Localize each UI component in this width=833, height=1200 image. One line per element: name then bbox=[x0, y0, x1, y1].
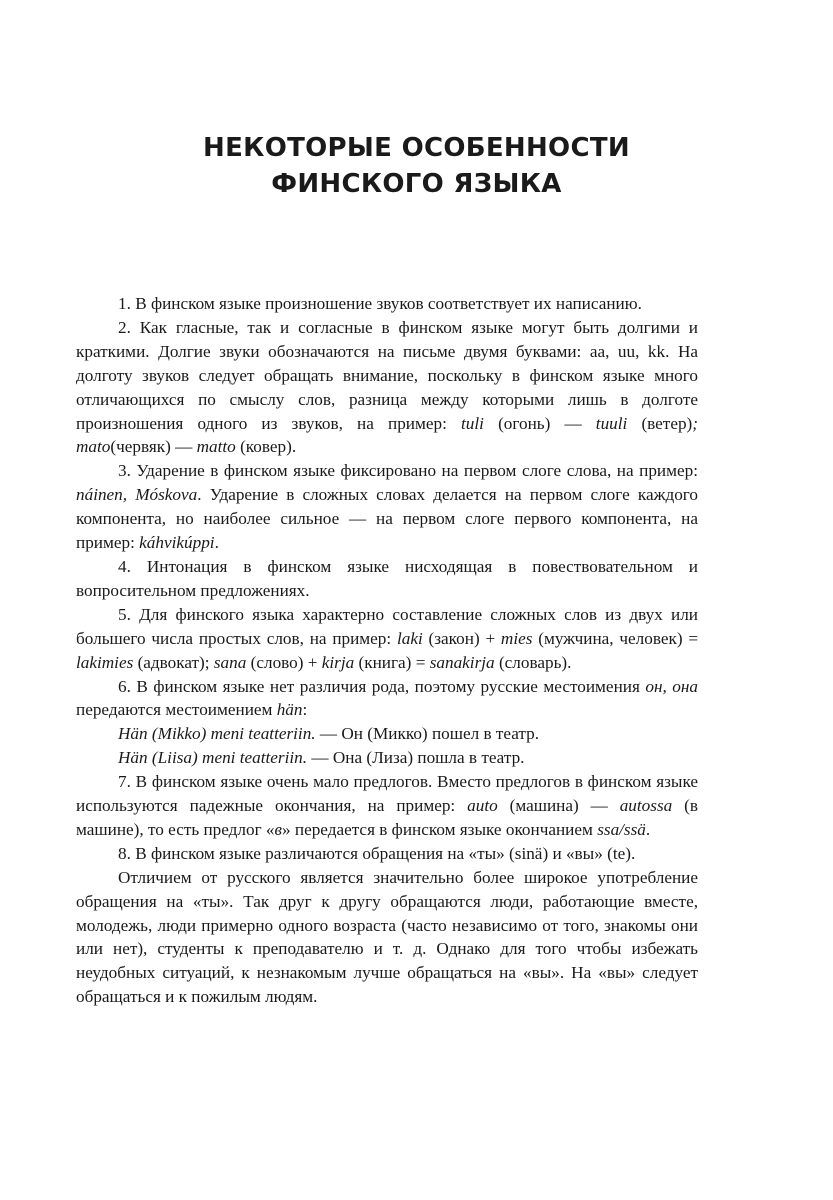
paragraph-5-text: (закон) + bbox=[422, 628, 501, 648]
finnish-word: laki bbox=[396, 628, 423, 648]
finnish-ending: ssa/ssä bbox=[597, 819, 646, 839]
finnish-word: lakimies bbox=[76, 652, 134, 672]
paragraph-6-text: : bbox=[302, 700, 308, 720]
paragraph-2-text: (ветер) bbox=[627, 413, 693, 433]
paragraph-7-text: 7. В финском языке очень мало предлогов. Вместо предлогов в финском языке используются падежные окончания, на пример: bbox=[76, 772, 698, 816]
paragraph-6-text: передаются местоимением bbox=[76, 700, 277, 720]
paragraph-7-text: (машина) — bbox=[497, 796, 620, 816]
finnish-word: sana bbox=[213, 652, 247, 672]
paragraph-5-text: (слово) + bbox=[246, 652, 322, 672]
paragraph-5-text: (книга) = bbox=[354, 652, 430, 672]
page-title bbox=[0, 130, 833, 202]
paragraph-9-text: Отличием от русского является значительно более широкое употребление обращения на «ты». Так друг к другу обращаются люди, работающие вместе, молодежь, люди примерно одного возраста (часто независимо от того, знакомы они или нет), студенты к преподавателю и т. д. Однако для того чтобы избежать неудобных ситуаций, к незнакомым лучше обращаться на «вы». На «вы» следует обращаться и к пожилым людям. bbox=[76, 867, 698, 1007]
finnish-word: kirja bbox=[321, 652, 355, 672]
title-line-2: ФИНСКОГО ЯЗЫКА bbox=[271, 169, 562, 200]
paragraph-3 bbox=[76, 459, 698, 555]
finnish-word: tuli bbox=[461, 413, 484, 433]
paragraph-7-text: . bbox=[645, 819, 651, 839]
paragraph-5-text: (адвокат); bbox=[133, 652, 214, 672]
paragraph-2-text: 2. Как гласные, так и согласные в финском языке могут быть долгими и краткими. Долгие звуки обозначаются на письме двумя буквами: aa, uu, kk. На долготу звуков следует обращать внимание, поскольку в финском языке много отличающихся по смыслу слов, разница между которыми лишь в долготе произношения одного из звуков, на пример: bbox=[76, 317, 698, 433]
paragraph-7 bbox=[76, 770, 698, 842]
finnish-word: ; mato bbox=[76, 413, 698, 457]
preposition-example: в bbox=[274, 819, 282, 839]
paragraph-1-text: 1. В финском языке произношение звуков соответствует их написанию. bbox=[118, 294, 642, 313]
russian-translation: — Он (Микко) пошел в театр. bbox=[315, 724, 540, 744]
paragraph-1 bbox=[76, 292, 698, 316]
russian-translation: — Она (Лиза) пошла в театр. bbox=[307, 748, 525, 768]
paragraph-4 bbox=[76, 555, 698, 603]
body-text bbox=[76, 292, 698, 1009]
paragraph-3-text: . Ударение в сложных словах делается на первом слоге каждого компонента, но наиболее сильное — на первом слоге первого компонента, на пример: bbox=[76, 485, 698, 553]
finnish-word: sanakirja bbox=[429, 652, 495, 672]
paragraph-2-text: (огонь) — bbox=[483, 413, 596, 433]
example-sentence-1 bbox=[76, 722, 698, 746]
finnish-word: auto bbox=[467, 796, 498, 816]
paragraph-3-text: 3. Ударение в финском языке фиксировано на первом слоге слова, на пример: bbox=[118, 461, 698, 481]
finnish-word: tuuli bbox=[595, 413, 628, 433]
finnish-sentence: Hän (Mikko) meni teatteriin. bbox=[118, 724, 316, 744]
paragraph-2-text: (ковер). bbox=[235, 437, 297, 457]
paragraph-5-text: (мужчина, человек) = bbox=[532, 628, 699, 648]
paragraph-6-text: 6. В финском языке нет различия рода, поэтому русские местоимения bbox=[118, 676, 646, 696]
paragraph-5-text: 5. Для финского языка характерно составление сложных слов из двух или большего числа простых слов, на пример: bbox=[76, 604, 698, 648]
paragraph-7-text: (в машине), то есть предлог « bbox=[76, 796, 698, 839]
paragraph-6 bbox=[76, 675, 698, 723]
finnish-word: káhvikúppi bbox=[139, 533, 215, 553]
finnish-word: mies bbox=[500, 628, 533, 648]
finnish-word: hän bbox=[276, 700, 303, 720]
title-line-1: НЕКОТОРЫЕ ОСОБЕННОСТИ bbox=[203, 133, 630, 164]
paragraph-8-text: 8. В финском языке различаются обращения на «ты» (sinä) и «вы» (te). bbox=[118, 843, 636, 863]
finnish-sentence: Hän (Liisa) meni teatteriin. bbox=[118, 748, 308, 768]
paragraph-7-text: » передается в финском языке окончанием bbox=[282, 819, 598, 839]
paragraph-5-text: (словарь). bbox=[494, 652, 572, 672]
paragraph-9 bbox=[76, 866, 698, 1009]
finnish-word: autossa bbox=[619, 796, 673, 816]
pronoun-example: он, она bbox=[645, 676, 699, 696]
finnish-word: matto bbox=[196, 437, 236, 457]
paragraph-2 bbox=[76, 316, 698, 459]
paragraph-2-text: (червяк) — bbox=[110, 437, 197, 457]
finnish-word: náinen, Móskova bbox=[76, 485, 198, 505]
paragraph-8 bbox=[76, 842, 698, 866]
paragraph-4-text: 4. Интонация в финском языке нисходящая в повествовательном и вопросительном предложениях. bbox=[76, 556, 698, 600]
paragraph-5 bbox=[76, 603, 698, 675]
paragraph-3-text: . bbox=[214, 533, 219, 553]
example-sentence-2 bbox=[76, 746, 698, 770]
